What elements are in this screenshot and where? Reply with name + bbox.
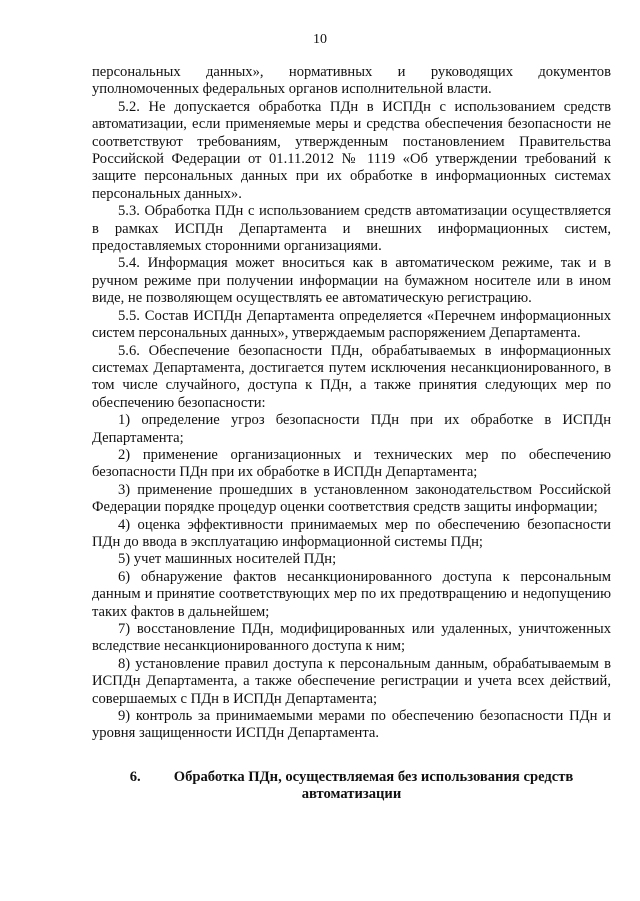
list-item-9: 9) контроль за принимаемыми мерами по обеспечению безопасности ПДн и уровня защищенности ИСПДн Департамента. — [92, 708, 611, 742]
paragraph-5-5: 5.5. Состав ИСПДн Департамента определяется «Перечнем информационных систем персональных данных», утверждаемым распоряжением Департамента. — [92, 307, 611, 342]
section-number: 6. — [129, 768, 141, 785]
list-item-4: 4) оценка эффективности принимаемых мер по обеспечению безопасности ПДн до ввода в эксплуатацию информационной системы ПДн; — [92, 516, 611, 550]
list-item-7: 7) восстановление ПДн, модифицированных или удаленных, уничтоженных вследствие несанкционированного доступа к ним; — [92, 621, 611, 655]
section-title: Обработка ПДн, осуществляемая без использования средств автоматизации — [173, 768, 574, 803]
list-item-8: 8) установление правил доступа к персональным данным, обрабатываемым в ИСПДн Департамента, а также обеспечение регистрации и учета всех действий, совершаемых с ПДн в ИСПДн Департамента; — [92, 655, 611, 707]
list-item-6: 6) обнаружение фактов несанкционированного доступа к персональным данным и принятие соответствующих мер по их предотвращению и недопущению таких фактов в дальнейшем; — [92, 568, 611, 620]
page-number: 10 — [313, 32, 327, 47]
paragraph-5-2: 5.2. Не допускается обработка ПДн в ИСПДн с использованием средств автоматизации, если применяемые меры и средства обеспечения безопасности не соответствуют требованиям, утвержденным постановлением Правительства Российской Федерации от 01.11.2012 № 1119 «Об утверждении требований к защите персональных данных при их обработке в информационных системах персональных данных». — [92, 98, 611, 202]
paragraph-5-4: 5.4. Информация может вноситься как в автоматическом режиме, так и в ручном режиме при получении информации на бумажном носителе или в ином виде, не позволяющем осуществлять ее автоматическую регистрацию. — [92, 255, 611, 307]
section-heading — [92, 769, 611, 804]
paragraph-5-3: 5.3. Обработка ПДн с использованием средств автоматизации осуществляется в рамках ИСПДн Департамента и внешних информационных систем, предоставляемых сторонними организациями. — [92, 203, 611, 255]
document-body — [92, 64, 611, 804]
paragraph-5-6: 5.6. Обеспечение безопасности ПДн, обрабатываемых в информационных системах Департамента, достигается путем исключения несанкционированного, в том числе случайного, доступа к ПДн, а также принятия следующих мер по обеспечению безопасности: — [92, 342, 611, 411]
list-item-2: 2) применение организационных и технических мер по обеспечению безопасности ПДн при их обработке в ИСПДн Департамента; — [92, 446, 611, 481]
list-item-1: 1) определение угроз безопасности ПДн при их обработке в ИСПДн Департамента; — [92, 412, 611, 446]
paragraph-continuation: персональных данных», нормативных и руководящих документов уполномоченных федеральных органов исполнительной власти. — [92, 64, 611, 98]
list-item-5: 5) учет машинных носителей ПДн; — [118, 551, 337, 568]
list-item-3: 3) применение прошедших в установленном законодательством Российской Федерации порядке процедур оценки соответствия средств защиты информации; — [92, 481, 611, 516]
